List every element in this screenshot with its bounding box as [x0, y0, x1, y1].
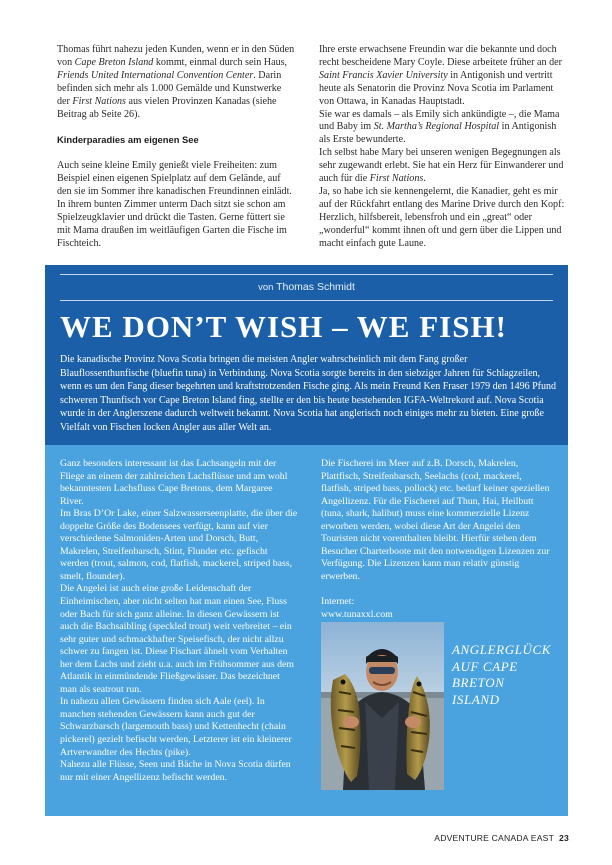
body-left-column: [60, 458, 298, 784]
hospital-paragraph: Sie war es damals – als Emily sich ankündigte –, die Mama und Baby im St. Martha’s Regional Hospital in Antigonish als Erste bewunderte.: [319, 108, 560, 146]
internet-link[interactable]: www.tunaxxl.com: [321, 608, 393, 620]
internet-label: Internet:: [321, 596, 355, 608]
spacer: [57, 147, 295, 160]
magazine-name: ADVENTURE CANADA EAST: [434, 833, 555, 843]
byline-prefix: von: [258, 282, 274, 293]
body-paragraph: Die Angelei ist auch eine große Leidenschaft der Einheimischen, aber nicht selten hat man einen See, Fluss oder Bach für sich ganz alleine. In diesen Gewässern ist auch die Bachsaibling (speckled trout) weit verbreitet – ein sehr guter und schmackhafter Speisefisch, der nicht allzu schwer zu fangen ist. Diese Fischart ähnelt vom Verhalten her dem Lachs und zieht u.a. auch im Frühsommer aus dem Atlantik in einmündende Fließgewässer. Das bezeichnet man als seatrout run.: [60, 583, 294, 695]
emily-paragraph: Auch seine kleine Emily genießt viele Freiheiten: zum Beispiel einen eigenen Spielplatz auf dem Gelände, auf den sie im Sommer ihre kanadischen Freundinnen einlädt. In ihrem bunten Zimmer unterm Dach sitzt sie schon am Spielzeugklavier und drückt die Tasten. Gerne füttert sie mit Mama draußen im weitläufigen Garten die Fische im Fischteich.: [57, 160, 292, 249]
angler-photo-illustration: [321, 622, 444, 790]
spacer: [321, 583, 553, 596]
page-number: 23: [559, 833, 569, 843]
top-columns: [57, 44, 569, 251]
intro-paragraph: Thomas führt nahezu jeden Kunden, wenn er in den Süden von Cape Breton Island kommt, einmal durch sein Haus, Friends United International Convention Center. Darin befinden sich mehr als 1.000 Gemälde und Kunstwerke der First Nations aus vielen Provinzen Kanadas (siehe Beitrag ab Seite 26).: [57, 44, 295, 120]
byline: [45, 281, 568, 293]
top-left-column: [57, 44, 295, 251]
angler-photo: [321, 622, 444, 790]
author-name: Thomas Schmidt: [276, 281, 355, 293]
byline-rule: [60, 274, 553, 275]
section-subhead: Kinderparadies am eigenen See: [57, 134, 199, 146]
photo-caption: ANGLERGLÜCK AUF CAPE BRETON ISLAND: [452, 642, 552, 707]
body-paragraph: Im Bras D’Or Lake, einer Salzwasserseenplatte, die über die doppelte Größe des Bodensees verfügt, kann auf vier verschiedene Salmoniden-Arten und Dorsch, Butt, Makrelen, Streifenbarsch, Stint, Flunder etc. gefischt werden (trout, salmon, cod, flatfish, mackerel, striped bass, smelt, flounder).: [60, 508, 298, 582]
page-footer: [434, 833, 569, 843]
mary-paragraph: Ihre erste erwachsene Freundin war die bekannte und doch recht bescheidene Mary Coyle. Diese arbeitete früher an der Saint Francis Xavier University in Antigonish und vertritt heute als Senatorin die Provinz Nova Scotia im Parlament von Ottawa, in Kanadas Hauptstadt.: [319, 44, 562, 107]
body-paragraph: Ganz besonders interessant ist das Lachsangeln mit der Fliege an einem der zahlreichen Lachsflüsse und am wohl bekanntesten Lachsfluss Cape Bretons, dem Margaree River.: [60, 458, 288, 507]
article-lead: Die kanadische Provinz Nova Scotia bringen die meisten Angler wahrscheinlich mit dem Fang großer Blauflossenthunfische (bluefin tuna) in Verbindung. Nova Scotia sorgte bereits in den siebziger Jahren für Schlagzeilen, wenn es um den Fang dieser begehrten und kraftstrotzenden Fische ging. Als mein Freund Ken Fraser 1979 den 1496 Pfund schweren Thunfisch vor Cape Breton Island fing, stellte er den bis heute bestehenden IGFA-Weltrekord auf. Nova Scotia wurde in der Anglerszene dadurch weltweit bekannt. Nova Scotia hat anglerisch noch einiges mehr zu bieten. Eine große Vielfalt von Fischen locken Angler aus aller Welt an.: [60, 354, 557, 433]
byline-rule: [60, 300, 553, 301]
article-headline: WE DON’T WISH – WE FISH!: [60, 309, 507, 344]
encounter-paragraph: Ich selbst habe Mary bei unseren wenigen Begegnungen als sehr zugewandt erlebt. Sie hat ein Herz für Einwanderer und auch für die First Nations.: [319, 147, 564, 185]
closing-paragraph: Ja, so habe ich sie kennengelernt, die Kanadier, geht es mir auf der Rückfahrt entlang des Marine Drive durch den Kopf: Herzlich, hilfsbereit, lebensfroh und ein „great“ oder „wonderful“ kommt ihnen oft und gern über die Lippen und macht einfach gute Laune.: [319, 185, 565, 249]
body-paragraph: In nahezu allen Gewässern finden sich Aale (eel). In manchen stehenden Gewässern kann auch gut der Schwarzbarsch (largemouth bass) und Kettenhecht (chain pickerel) gezielt befischt werden, Letzterer ist ein kleinerer Artverwandter des Hechts (pike).: [60, 696, 292, 758]
body-paragraph: Die Fischerei im Meer auf z.B. Dorsch, Makrelen, Plattfisch, Streifenbarsch, Seelachs (cod, mackerel, flatfish, striped bass, pollock) etc. bedarf keiner speziellen Angellizenz. Für die Fischerei auf Thun, Hai, Heilbutt (tuna, shark, halibut) muss eine kommerzielle Lizenz erworben werden, wobei diese Art der Angelei den Touristen nicht vorenthalten bleibt. Hierfür stehen dem Besucher Charterboote mit den notwendigen Lizenzen zur Verfügung. Die Lizenzen kann man relativ günstig erwerben.: [321, 458, 550, 582]
article-header-box: [45, 265, 568, 445]
article-body-box: [45, 445, 568, 816]
body-right-column: [321, 458, 553, 621]
spacer: [57, 121, 295, 134]
top-right-column: [319, 44, 569, 251]
body-paragraph: Nahezu alle Flüsse, Seen und Bäche in Nova Scotia dürfen nur mit einer Angellizenz befischt werden.: [60, 759, 291, 783]
